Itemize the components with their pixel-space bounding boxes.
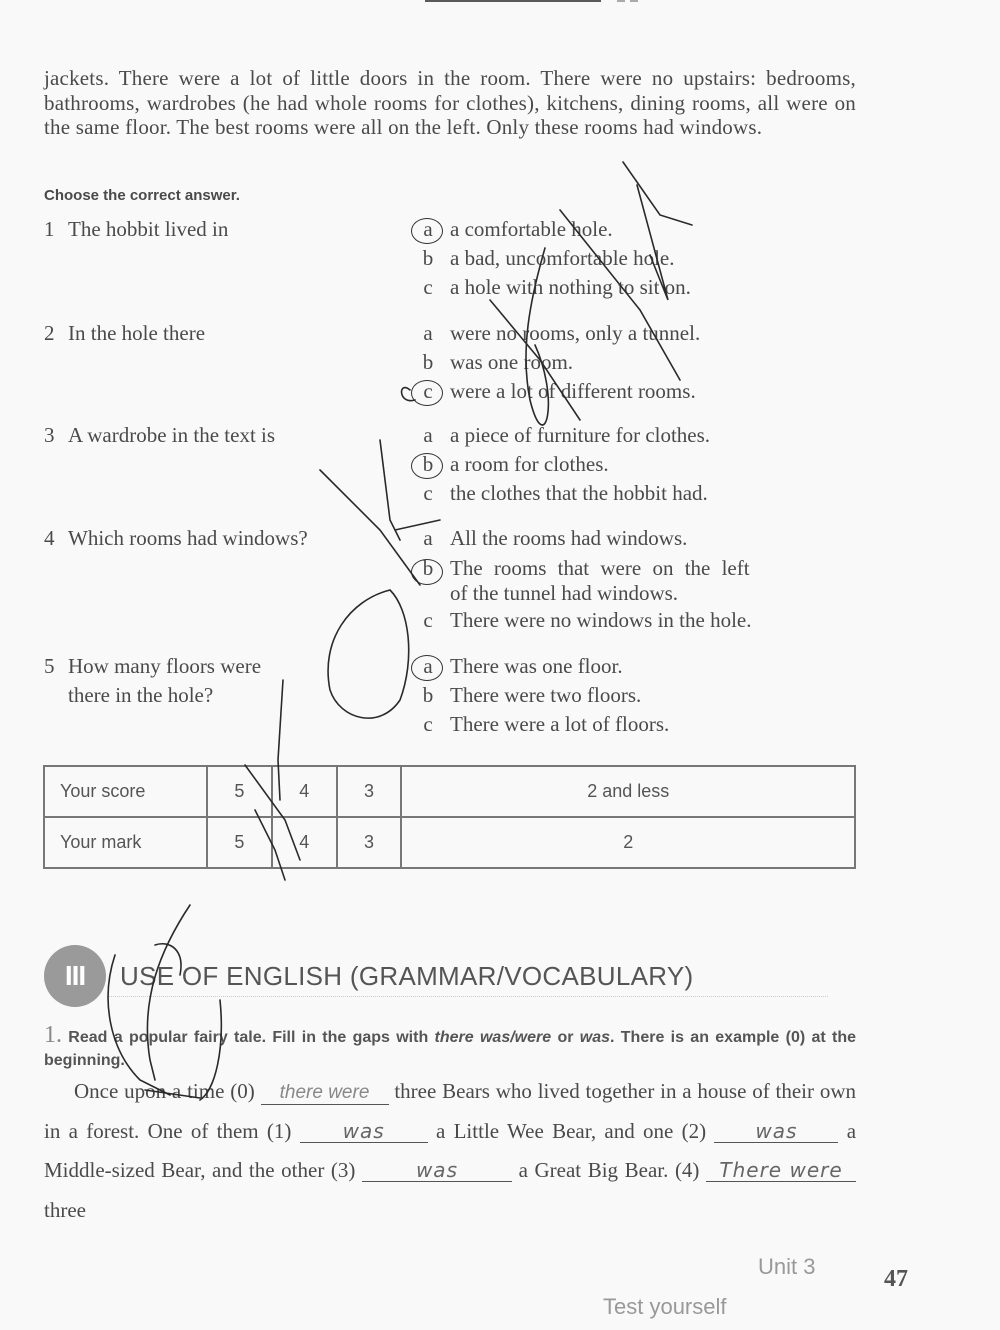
gap-1-input[interactable]: was	[300, 1120, 428, 1143]
question-4	[44, 524, 308, 553]
section-header	[44, 945, 693, 1007]
table-cell: 4	[272, 817, 337, 868]
option-letter: c	[423, 481, 433, 505]
option-letter: b	[422, 246, 434, 270]
section-title: USE OF ENGLISH (GRAMMAR/VOCABULARY)	[120, 960, 694, 991]
option-1a[interactable]: a a comfortable hole.	[420, 215, 691, 244]
question-number: 3	[44, 423, 55, 447]
option-3c[interactable]: c the clothes that the hobbit had.	[420, 479, 710, 508]
option-letter: b	[420, 450, 436, 479]
table-cell: 3	[337, 766, 402, 817]
option-letter: a	[423, 526, 433, 550]
question-number: 4	[44, 526, 55, 550]
option-5c[interactable]: c There were a lot of floors.	[420, 710, 669, 739]
top-edge-bar	[425, 0, 601, 2]
option-4b[interactable]: b The rooms that were on the left of the tunnel had windows.	[420, 553, 752, 606]
option-3a[interactable]: a a piece of furniture for clothes.	[420, 421, 710, 450]
option-3b[interactable]: b a room for clothes.	[420, 450, 710, 479]
row-label: Your mark	[44, 817, 207, 868]
unit-label: Unit 3	[758, 1254, 816, 1279]
question-text: Which rooms had windows?	[68, 526, 308, 550]
option-letter: b	[420, 556, 436, 581]
option-letter: c	[420, 377, 436, 406]
question-2	[44, 319, 205, 348]
section-number-badge: III	[44, 945, 106, 1007]
option-4a[interactable]: a All the rooms had windows.	[420, 524, 752, 553]
question-text: A wardrobe in the text is	[68, 423, 276, 447]
option-letter: a	[420, 215, 436, 244]
table-cell: 3	[337, 817, 402, 868]
gap-4-input[interactable]: There were	[706, 1159, 856, 1182]
option-4c[interactable]: c There were no windows in the hole.	[420, 606, 752, 635]
option-letter: a	[420, 652, 436, 681]
table-cell: 2	[401, 817, 855, 868]
gap-3-input[interactable]: was	[362, 1159, 512, 1182]
question-text: The hobbit lived in	[68, 217, 229, 241]
question-text: How many floors were	[68, 654, 262, 678]
task-number: 1.	[44, 1022, 62, 1048]
table-cell: 4	[272, 766, 337, 817]
option-2b[interactable]: b was one room.	[420, 348, 700, 377]
fairy-tale-text: Once upon a time (0) there were three Bears who lived together in a house of their own in a forest. One of them (1) was a Little Wee Bear, and one (2) was a Middle-sized Bear, and the other (3) was a Great Big Bear. (4) There were three	[44, 1079, 857, 1222]
option-5a[interactable]: a There was one floor.	[420, 652, 669, 681]
question-5	[44, 652, 261, 710]
question-1-options	[420, 215, 691, 302]
section-divider	[108, 996, 828, 997]
table-row-mark	[44, 817, 855, 868]
question-3-options	[420, 421, 710, 508]
option-letter: c	[423, 608, 433, 632]
option-letter: c	[423, 712, 433, 736]
question-text: In the hole there	[68, 321, 206, 345]
row-label: Your score	[44, 766, 207, 817]
option-2c[interactable]: c were a lot of different rooms.	[420, 377, 700, 406]
question-1	[44, 215, 228, 244]
page-number: 47	[884, 1266, 908, 1292]
exercise-instruction: Choose the correct answer.	[44, 187, 240, 204]
question-4-options	[420, 524, 752, 635]
option-letter: b	[422, 350, 434, 374]
section-subtitle: Test yourself	[603, 1294, 727, 1319]
option-1c[interactable]: c a hole with nothing to sit on.	[420, 273, 691, 302]
table-cell: 5	[207, 817, 272, 868]
table-cell: 2 and less	[401, 766, 855, 817]
table-cell: 5	[207, 766, 272, 817]
gap-2-input[interactable]: was	[714, 1120, 838, 1143]
option-letter: b	[422, 683, 434, 707]
option-2a[interactable]: a were no rooms, only a tunnel.	[420, 319, 700, 348]
question-5-options	[420, 652, 669, 739]
option-letter: a	[423, 423, 433, 447]
top-edge-mark	[630, 0, 638, 2]
question-text-cont: there in the hole?	[68, 683, 214, 707]
reading-passage: jackets. There were a lot of little doors in the room. There were no upstairs: bedrooms, bathrooms, wardrobes (he had whole rooms for clothes), kitchens, dining rooms, all were on the same floor. The best rooms were all on the left. Only these rooms had windows.	[44, 66, 856, 139]
question-number: 2	[44, 321, 55, 345]
top-edge-mark	[617, 0, 625, 2]
option-5b[interactable]: b There were two floors.	[420, 681, 669, 710]
score-table	[43, 765, 856, 869]
option-1b[interactable]: b a bad, uncomfortable hole.	[420, 244, 691, 273]
table-row-score	[44, 766, 855, 817]
question-2-options	[420, 319, 700, 406]
question-3	[44, 421, 275, 450]
question-number: 1	[44, 217, 55, 241]
option-letter: c	[423, 275, 433, 299]
option-letter: a	[423, 321, 433, 345]
gap-0-example: there were	[261, 1082, 389, 1105]
task-instruction: 1. Read a popular fairy tale. Fill in the gaps with there was/were or was. There is an example (0) at the beginning.	[44, 1022, 857, 1069]
question-number: 5	[44, 654, 55, 678]
